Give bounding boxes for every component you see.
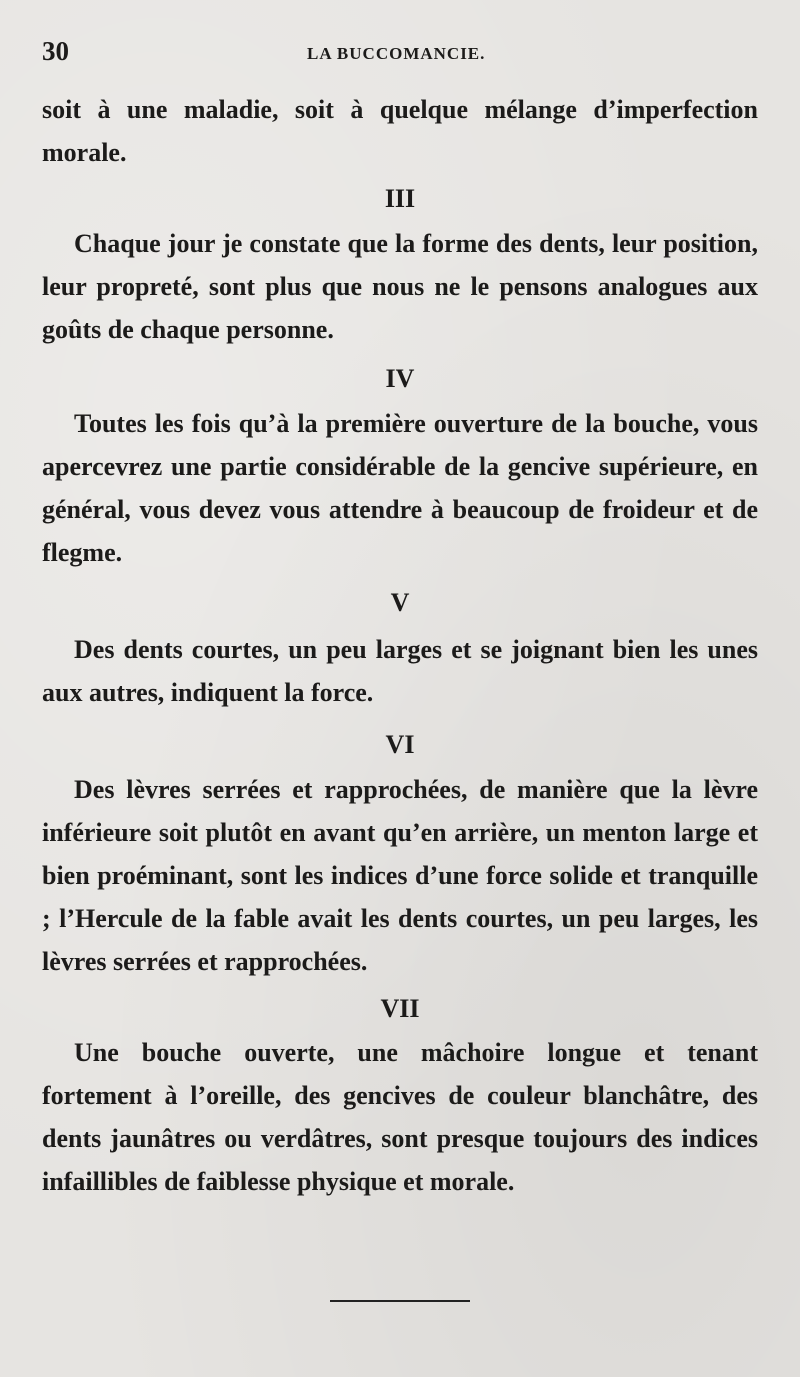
section-numeral-vi: VI xyxy=(385,730,415,759)
section-paragraph-iv: Toutes les fois qu’à la première ouverture de la bouche, vous apercevrez une partie considérable de la gencive supérieure, en général, vous devez vous attendre à beaucoup de froideur et de flegme. xyxy=(42,409,758,567)
page-number: 30 xyxy=(42,36,69,66)
running-title: LA BUCCOMANCIE. xyxy=(307,44,486,63)
section-numeral-iv: IV xyxy=(385,364,415,393)
section-paragraph-vi: Des lèvres serrées et rapprochées, de manière que la lèvre inférieure soit plutôt en avant qu’en arrière, un menton large et bien proéminant, sont les indices d’une force solide et tranquille ; l’Hercule de la fable avait les dents courtes, un peu larges, les lèvres serrées et rapprochées. xyxy=(42,775,758,976)
section-numeral-iii: III xyxy=(384,184,416,213)
end-rule xyxy=(330,1300,470,1302)
section-paragraph-vii: Une bouche ouverte, une mâchoire longue et tenant fortement à l’oreille, des gencives de couleur blanchâtre, des dents jaunâtres ou verdâtres, sont presque toujours des indices infaillibles de faiblesse physique et morale. xyxy=(42,1038,758,1196)
section-numeral-v: V xyxy=(390,588,410,617)
section-paragraph-iii: Chaque jour je constate que la forme des dents, leur position, leur propreté, sont plus que nous ne le pensons analogues aux goûts de chaque personne. xyxy=(42,229,758,344)
continuation-paragraph: soit à une maladie, soit à quelque mélange d’imperfection morale. xyxy=(42,95,758,167)
section-numeral-vii: VII xyxy=(380,994,420,1023)
section-paragraph-v: Des dents courtes, un peu larges et se joignant bien les unes aux autres, indiquent la force. xyxy=(42,635,758,707)
page-header xyxy=(42,36,762,72)
